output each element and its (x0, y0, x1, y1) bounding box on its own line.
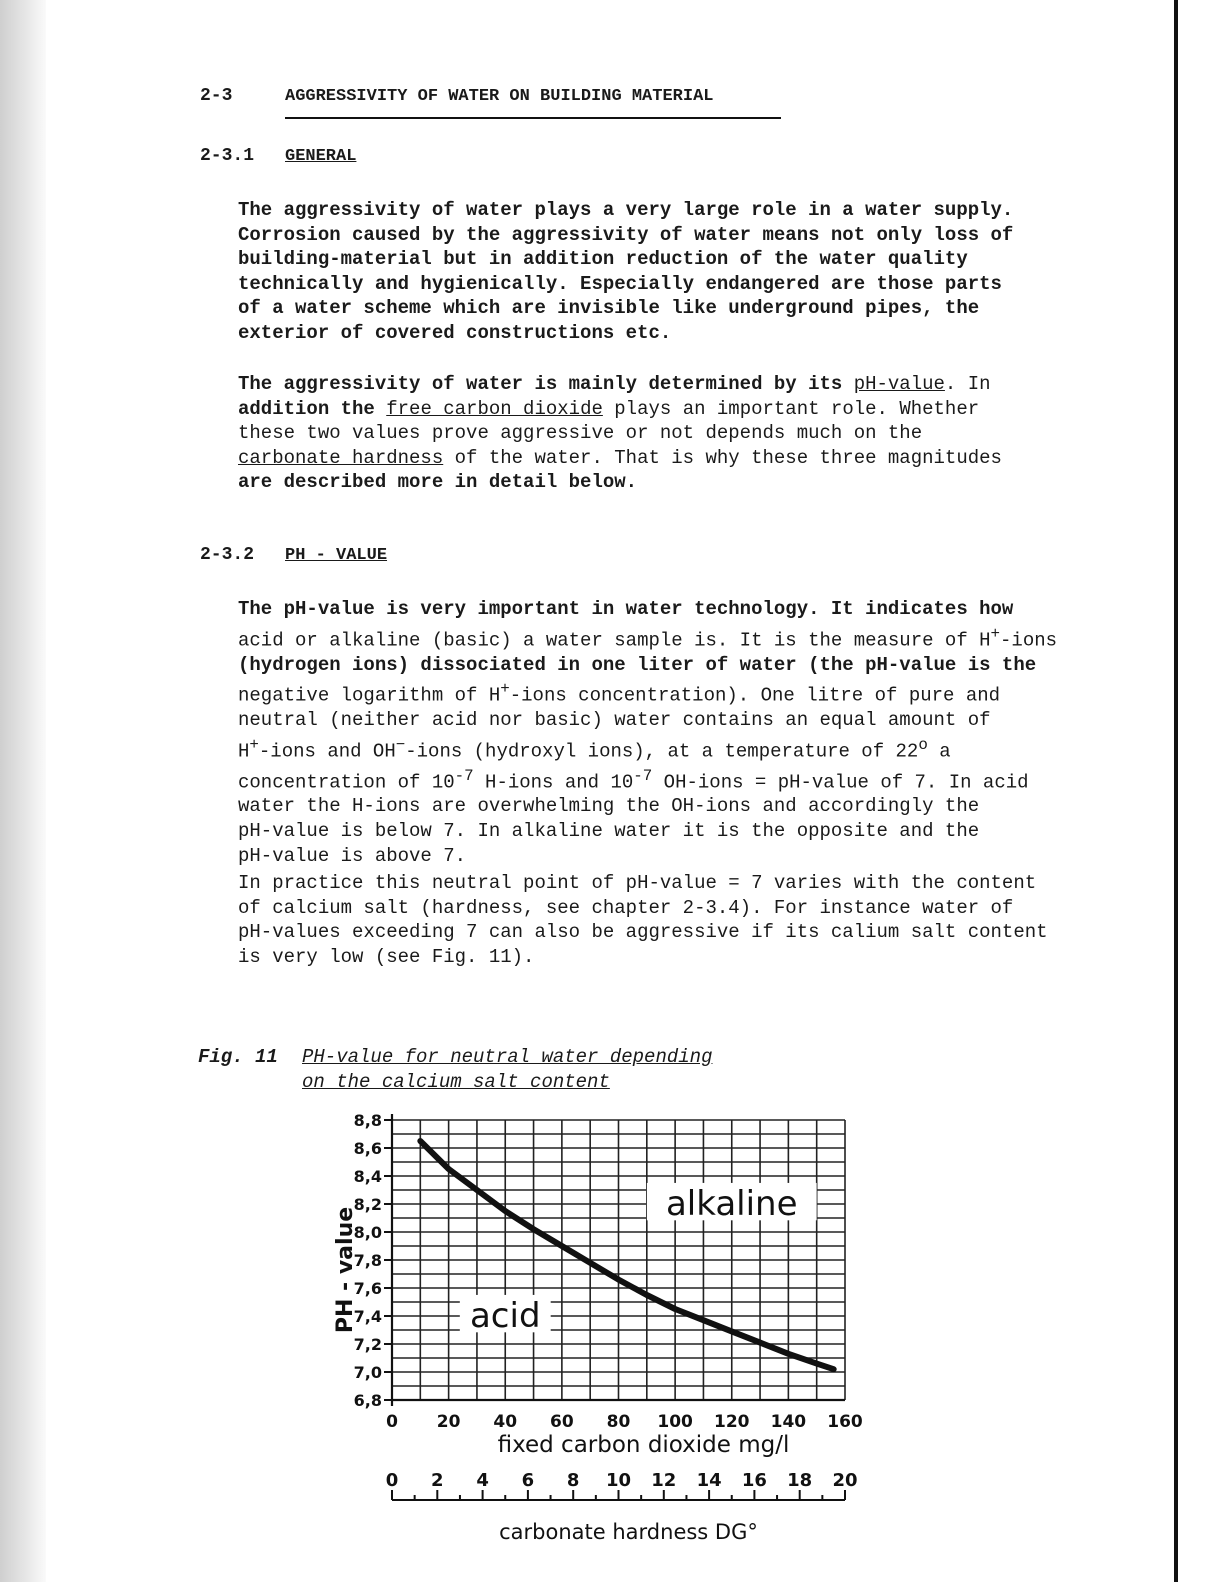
x2-tick-label: 6 (521, 1470, 535, 1491)
y-tick-label: 7,0 (353, 1363, 382, 1382)
text-fragment: addition the (238, 397, 387, 420)
data-point (729, 1329, 734, 1334)
text-line: of calcium salt (hardness, see chapter 2-3.4). For instance water of (238, 896, 1014, 919)
y-axis-label: PH - value (333, 1206, 358, 1334)
text-fragment: The aggressivity of water is mainly determined by its (238, 373, 854, 395)
x2-axis (386, 1470, 858, 1500)
x-tick-label: 160 (827, 1412, 863, 1432)
section-number: 2-3 (200, 86, 233, 106)
superscript: + (500, 680, 510, 699)
text-fragment: negative logarithm of H (238, 684, 501, 707)
x-tick-label: 100 (657, 1412, 693, 1432)
x2-tick-label: 16 (741, 1470, 767, 1491)
text-fragment: -ions and OH (258, 739, 396, 762)
y-tick-label: 7,8 (353, 1251, 382, 1270)
text-line: is very low (see Fig. 11). (238, 945, 535, 968)
data-point (588, 1260, 593, 1265)
text-line: exterior of covered constructions etc. (238, 321, 672, 344)
text-fragment: acid or alkaline (basic) a water sample is. It is the measure of H (238, 628, 991, 651)
y-tick-label: 8,4 (353, 1167, 382, 1186)
x-tick-labels (386, 1412, 863, 1432)
x-tick-label: 140 (770, 1412, 807, 1432)
superscript: − (395, 735, 406, 754)
y-tick-label: 8,0 (353, 1223, 382, 1242)
y-tick-label: 6,8 (353, 1391, 382, 1410)
chart-series (418, 1139, 836, 1372)
text-fragment: H (238, 739, 250, 762)
region-label: alkaline (665, 1183, 798, 1224)
superscript: o (918, 735, 928, 754)
data-point (701, 1318, 706, 1323)
x2-tick-label: 20 (832, 1470, 858, 1491)
superscript: + (990, 624, 1001, 643)
text-fragment: OH-ions = pH-value of 7. In acid (652, 770, 1029, 793)
x-tick-label: 40 (493, 1412, 518, 1432)
chart-grid (392, 1120, 845, 1400)
x-tick-label: 80 (606, 1412, 631, 1432)
text-fragment: H-ions and 10 (473, 770, 634, 793)
text-fragment: -ions concentration). One litre of pure and (509, 684, 1001, 707)
text-line: pH-value is above 7. (238, 844, 467, 867)
y-tick-label: 8,2 (353, 1195, 382, 1214)
data-point (559, 1244, 564, 1249)
data-point (786, 1351, 791, 1356)
text-fragment: of the water. That is why these three magnitudes (443, 446, 1002, 469)
subsection-title-general: GENERAL (285, 147, 357, 166)
superscript: + (249, 735, 259, 754)
subsection-title-ph: PH - VALUE (285, 546, 388, 565)
text-line: building-material but in addition reduction of the water quality (238, 248, 968, 271)
figure-caption-line-1: PH-value for neutral water depending (302, 1046, 713, 1068)
y-tick-labels (354, 1111, 392, 1410)
text-line: these two values prove aggressive or not depends much on the (238, 422, 923, 445)
x2-tick-label: 12 (651, 1470, 677, 1491)
y-tick-label: 8,6 (353, 1139, 382, 1158)
text-line: The aggressivity of water plays a very large role in a water supply. (238, 199, 1014, 221)
text-fragment: -ions (1000, 628, 1058, 651)
text-line: pH-values exceeding 7 can also be aggressive if its calium salt content (238, 921, 1048, 944)
x2-tick-label: 14 (696, 1470, 722, 1491)
data-point (673, 1307, 678, 1312)
section-title: AGGRESSIVITY OF WATER ON BUILDING MATERIAL (285, 87, 714, 106)
term-free-carbon-dioxide: free carbon dioxide (386, 397, 603, 420)
x2-axis-label: carbonate hardness DG° (499, 1520, 758, 1544)
x2-tick-label: 8 (566, 1470, 580, 1491)
data-point (446, 1167, 451, 1172)
text-line: are described more in detail below. (238, 471, 638, 494)
x-tick-label: 0 (386, 1412, 398, 1432)
x2-tick-label: 10 (605, 1470, 632, 1491)
text-line: of a water scheme which are invisible like underground pipes, the (238, 297, 980, 320)
text-fragment: a (927, 739, 951, 762)
x-tick-label: 20 (436, 1412, 461, 1432)
data-point (531, 1227, 536, 1232)
subsection-number-general: 2-3.1 (200, 146, 255, 166)
text-line: (hydrogen ions) dissociated in one liter of water (the pH-value is the (238, 653, 1037, 676)
x2-tick-label: 0 (385, 1470, 399, 1491)
y-tick-label: 8,8 (353, 1111, 382, 1130)
figure-caption-line-2: on the calcium salt content (302, 1071, 610, 1093)
text-line: pH-value is below 7. In alkaline water it is the opposite and the (238, 820, 980, 843)
region-label: acid (469, 1295, 541, 1336)
text-line: neutral (neither acid nor basic) water contains an equal amount of (238, 709, 991, 732)
text-line: In practice this neutral point of pH-value = 7 varies with the content (238, 872, 1037, 894)
x-tick-label: 60 (550, 1412, 574, 1432)
x-tick-label: 120 (714, 1412, 750, 1432)
term-carbonate-hardness: carbonate hardness (238, 446, 444, 469)
data-point (616, 1277, 621, 1282)
data-point (474, 1188, 479, 1193)
text-fragment: plays an important role. Whether (602, 397, 980, 420)
x2-tick-label: 18 (787, 1470, 813, 1491)
figure-label: Fig. 11 (198, 1046, 278, 1068)
text-fragment: . In (944, 373, 991, 395)
subsection-number-ph: 2-3.2 (200, 545, 255, 565)
text-line: Corrosion caused by the aggressivity of water means not only loss of (238, 223, 1014, 246)
data-point (418, 1139, 423, 1144)
data-point (831, 1367, 836, 1372)
text-fragment: -ions (hydroxyl ions), at a temperature of 22 (405, 739, 919, 762)
data-point (503, 1209, 508, 1214)
x2-tick-label: 4 (476, 1470, 489, 1491)
text-fragment: concentration of 10 (238, 770, 455, 793)
x2-tick-label: 2 (431, 1470, 444, 1491)
term-ph-value: pH-value (853, 373, 945, 395)
data-point (758, 1340, 763, 1345)
data-point (814, 1361, 819, 1366)
text-line: The pH-value is very important in water technology. It indicates how (238, 598, 1014, 620)
y-tick-label: 7,4 (353, 1307, 382, 1326)
text-line: water the H-ions are overwhelming the OH-ions and accordingly the (238, 795, 980, 818)
text-line: technically and hygienically. Especially endangered are those parts (238, 272, 1002, 295)
x-axis-label: fixed carbon dioxide mg/l (497, 1432, 790, 1458)
superscript: -7 (633, 766, 653, 785)
superscript: -7 (454, 766, 474, 785)
y-tick-label: 7,6 (353, 1279, 382, 1298)
data-point (644, 1293, 649, 1298)
y-tick-label: 7,2 (353, 1335, 382, 1354)
